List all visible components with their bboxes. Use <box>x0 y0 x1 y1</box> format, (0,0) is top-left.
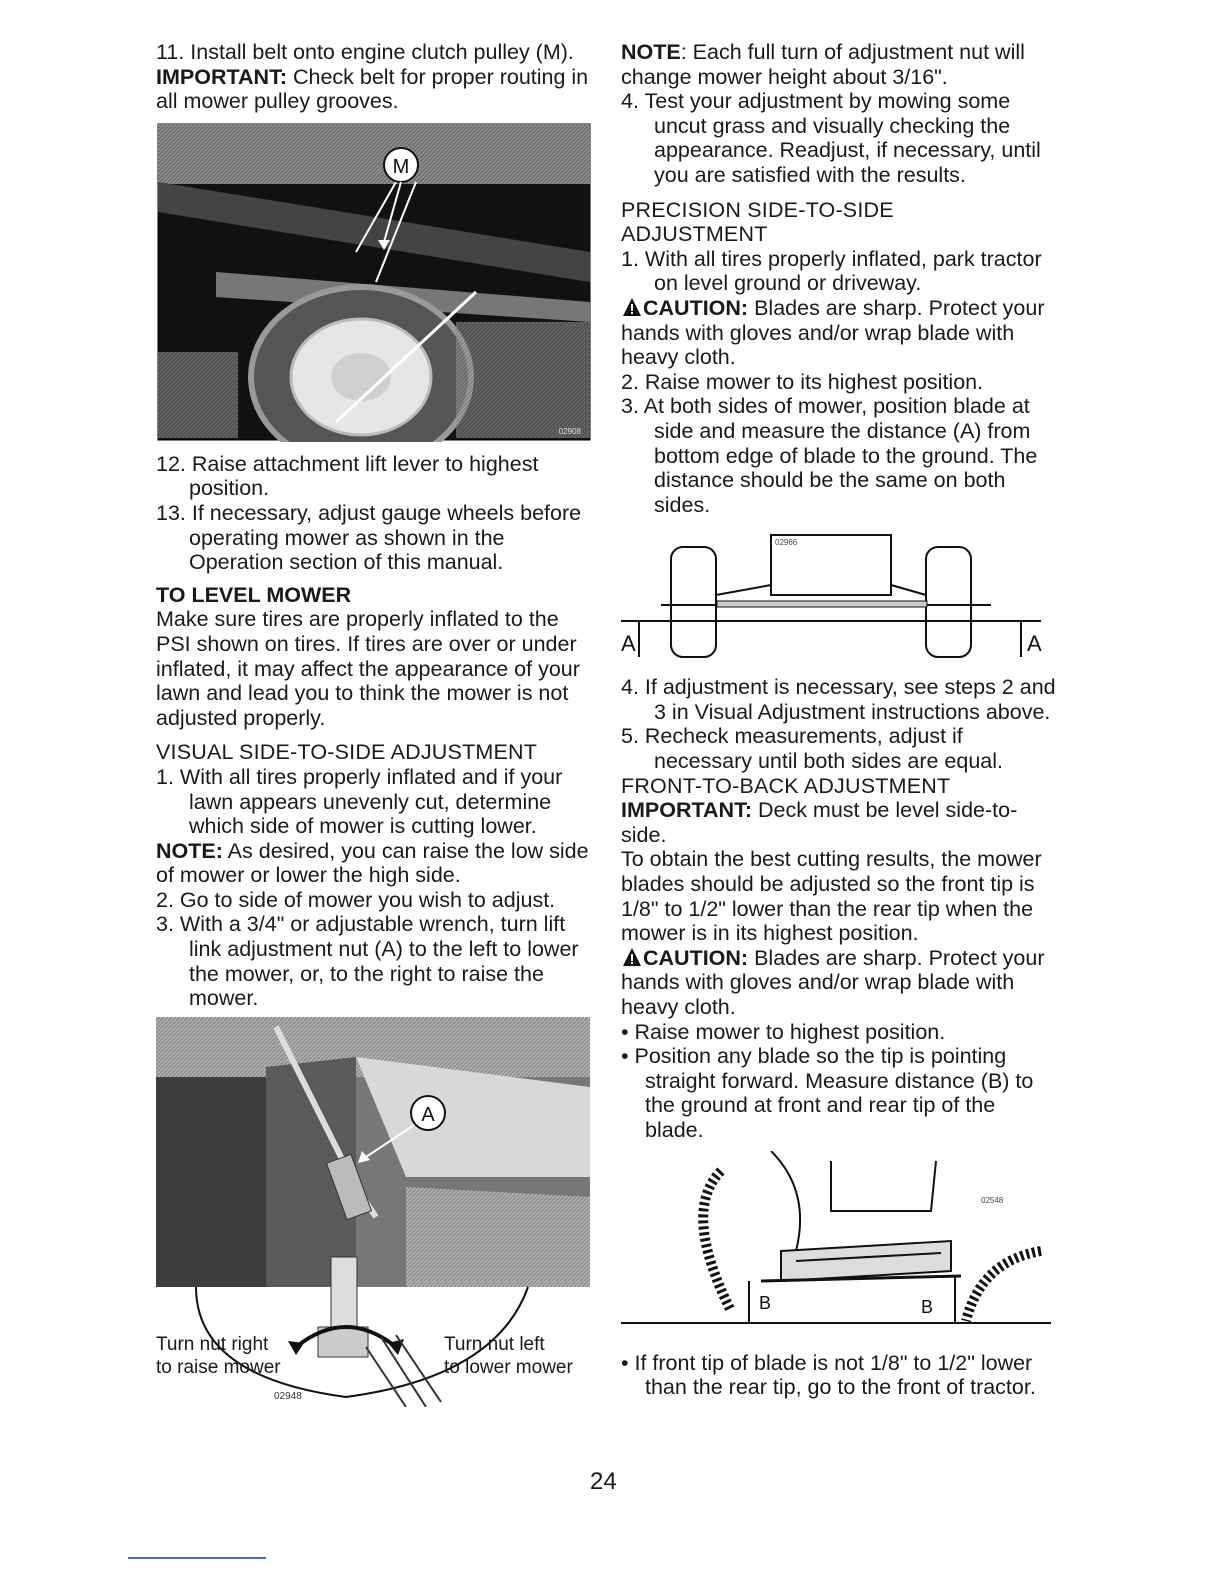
important-text: Deck must be level side-to-side. <box>621 798 1018 847</box>
figure-number-3: 02966 <box>775 538 798 548</box>
note-adjustment <box>621 40 1057 89</box>
important-note-1 <box>156 65 592 114</box>
side-to-side-figure <box>621 525 1057 665</box>
front-to-back-intro: To obtain the best cutting results, the mower blades should be adjusted so the front tip is 1/8" to 1/2" lower than the rear tip when the mower is in its highest position. <box>621 847 1042 946</box>
note-label: NOTE <box>621 40 681 64</box>
left-column <box>156 40 592 1417</box>
caution-label: CAUTION: <box>643 945 749 970</box>
important-text: Check belt for proper routing in all mower pulley grooves. <box>156 64 589 114</box>
front-to-back-figure <box>621 1151 1057 1341</box>
warning-icon <box>621 297 643 317</box>
level-intro: Make sure tires are properly inflated to the PSI shown on tires. If tires are over or under inflated, it may affect the appearance of your lawn and lead you to think the mower is not adjusted properly. <box>156 607 580 730</box>
distance-a-right: A <box>1027 631 1042 657</box>
caution-text: Blades are sharp. Protect your hands with gloves and/or wrap blade with heavy cloth. <box>621 295 1045 370</box>
note-label: NOTE: <box>156 838 223 863</box>
belt-routing-illustration <box>156 122 592 442</box>
visual-step-3: 3. With a 3/4" or adjustable wrench, turn lift link adjustment nut (A) to the left to lower the mower, or, to the right to raise the mower. <box>156 912 579 1011</box>
precision-step-2: 2. Raise mower to its highest position. <box>621 369 984 394</box>
important-note-2 <box>621 798 1057 847</box>
precision-step-1: 1. With all tires properly inflated, park tractor on level ground or driveway. <box>621 246 1042 296</box>
visual-step-4: 4. Test your adjustment by mowing some uncut grass and visually checking the appearance. Readjust, if necessary, until you are satisfied with the results. <box>621 89 1041 187</box>
precision-step-3: 3. At both sides of mower, position blade at side and measure the distance (A) from bottom edge of blade to the ground. The distance should be the same on both sides. <box>621 394 1038 517</box>
adjustment-nut-figure <box>156 1017 592 1407</box>
precision-heading-line2: ADJUSTMENT <box>621 222 768 247</box>
adjustment-nut-illustration <box>156 1017 592 1407</box>
bullet-raise-mower: • Raise mower to highest position. <box>621 1019 946 1044</box>
precision-step-4: 4. If adjustment is necessary, see steps 2 and 3 in Visual Adjustment instructions above. <box>621 675 1056 724</box>
right-column <box>621 40 1057 1400</box>
warning-icon <box>621 947 643 967</box>
turn-right-label: Turn nut right <box>156 1333 269 1355</box>
visual-adjustment-heading: VISUAL SIDE-TO-SIDE ADJUSTMENT <box>156 740 538 765</box>
step-12: 12. Raise attachment lift lever to highest position. <box>156 451 539 501</box>
page-number: 24 <box>590 1468 617 1495</box>
visual-step-1: 1. With all tires properly inflated and if your lawn appears unevenly cut, determine which side of mower is cutting lower. <box>156 764 563 839</box>
callout-m: M <box>392 155 410 178</box>
visual-step-2: 2. Go to side of mower you wish to adjust. <box>156 887 556 912</box>
caution-1 <box>621 296 1057 370</box>
precision-step-5: 5. Recheck measurements, adjust if necessary until both sides are equal. <box>621 724 1003 774</box>
raise-mower-label: to raise mower <box>156 1356 281 1378</box>
to-level-mower-heading: TO LEVEL MOWER <box>156 582 352 607</box>
caution-label: CAUTION: <box>643 295 749 320</box>
figure-number: 02908 <box>558 426 581 436</box>
precision-heading-line1: PRECISION SIDE-TO-SIDE <box>621 197 894 222</box>
figure-number-4: 02548 <box>981 1195 1004 1205</box>
front-to-back-heading: FRONT-TO-BACK ADJUSTMENT <box>621 773 951 798</box>
bullet-front-tip: • If front tip of blade is not 1/8" to 1/2" lower than the rear tip, go to the front of tractor. <box>621 1350 1036 1400</box>
caution-2 <box>621 946 1057 1020</box>
caution-text: Blades are sharp. Protect your hands with gloves and/or wrap blade with heavy cloth. <box>621 945 1045 1019</box>
note-text: : Each full turn of adjustment nut will change mower height about 3/16". <box>621 40 1025 89</box>
lower-mower-label: to lower mower <box>444 1356 573 1378</box>
callout-a: A <box>421 1103 435 1126</box>
important-label: IMPORTANT: <box>621 798 752 823</box>
distance-b-front: B <box>759 1292 772 1313</box>
side-to-side-illustration <box>621 525 1057 665</box>
note-text: As desired, you can raise the low side of mower or lower the high side. <box>156 838 589 888</box>
front-to-back-illustration <box>621 1151 1057 1341</box>
turn-left-label: Turn nut left <box>444 1333 545 1355</box>
figure-number-2: 02948 <box>274 1390 302 1402</box>
bullet-position-blade: • Position any blade so the tip is pointing straight forward. Measure distance (B) to the ground at front and rear tip of the blade. <box>621 1044 1034 1142</box>
footer-rule <box>128 1557 266 1559</box>
note-1 <box>156 839 592 888</box>
step-13: 13. If necessary, adjust gauge wheels before operating mower as shown in the Operation section of this manual. <box>156 500 582 575</box>
belt-routing-figure <box>156 122 592 442</box>
step-11: 11. Install belt onto engine clutch pulley (M). <box>156 40 574 64</box>
distance-b-rear: B <box>921 1296 934 1317</box>
distance-a-left: A <box>621 631 636 657</box>
important-label: IMPORTANT: <box>156 64 287 89</box>
